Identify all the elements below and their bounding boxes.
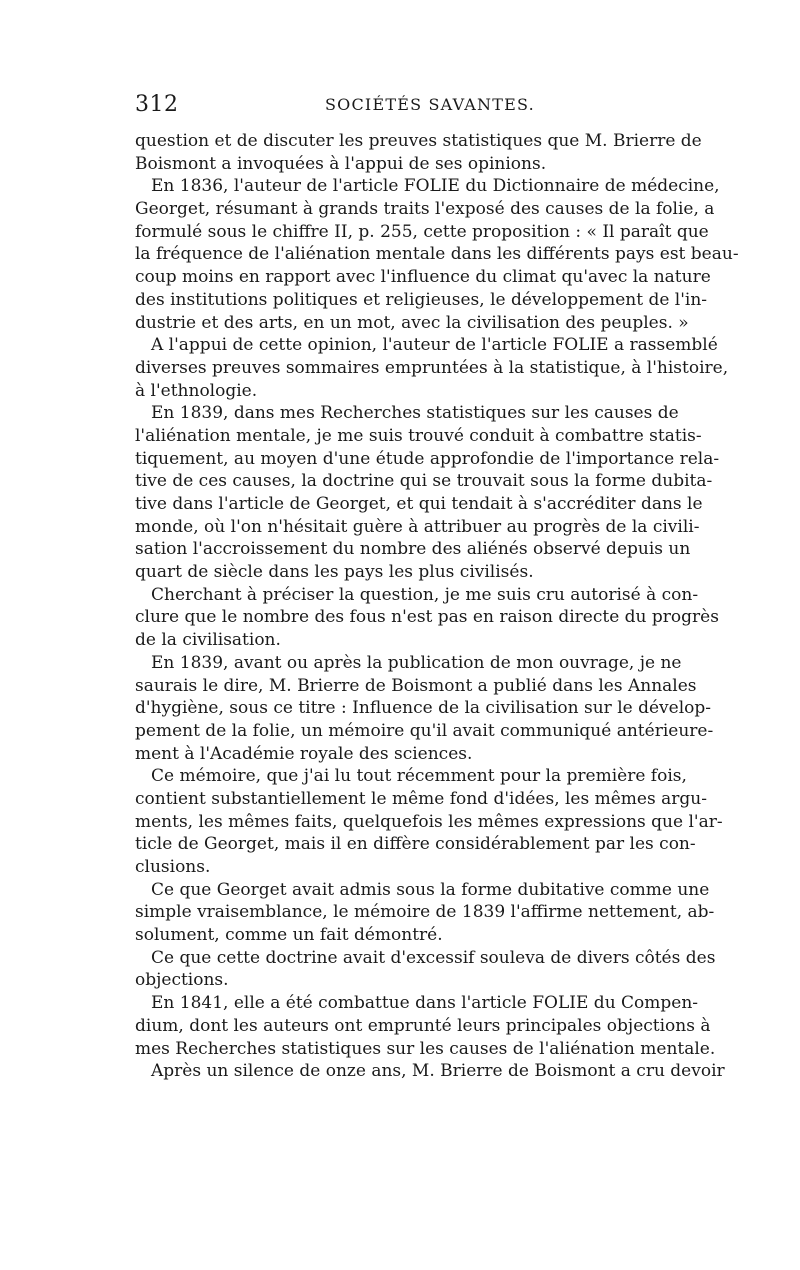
text-line: dustrie et des arts, en un mot, avec la civilisation des peuples. » — [135, 312, 689, 333]
text-line: des institutions politiques et religieuses, le développement de l'in- — [135, 289, 708, 310]
text-line: Après un silence de onze ans, M. Brierre de Boismont a cru devoir — [151, 1061, 725, 1082]
text-line: d'hygiène, sous ce titre : Influence de la civilisation sur le dévelop- — [135, 698, 712, 719]
text-line: ment à l'Académie royale des sciences. — [135, 743, 473, 764]
text-line: la fréquence de l'aliénation mentale dans les différents pays est beau- — [135, 244, 739, 265]
text-line: mes Recherches statistiques sur les causes de l'aliénation mentale. — [135, 1038, 716, 1059]
text-line: En 1836, l'auteur de l'article FOLIE du Dictionnaire de médecine, — [151, 176, 720, 197]
text-line: tive de ces causes, la doctrine qui se trouvait sous la forme dubita- — [135, 471, 713, 492]
text-line: Georget, résumant à grands traits l'exposé des causes de la folie, a — [135, 199, 715, 220]
text-line: solument, comme un fait démontré. — [135, 925, 443, 946]
text-line: simple vraisemblance, le mémoire de 1839 l'affirme nettement, ab- — [135, 902, 715, 923]
running-head: SOCIÉTÉS SAVANTES. — [325, 95, 535, 114]
text-line: Boismont a invoquées à l'appui de ses opinions. — [135, 153, 547, 174]
text-line: formulé sous le chiffre II, p. 255, cette proposition : « Il paraît que — [135, 221, 709, 242]
text-line: Ce que Georget avait admis sous la forme dubitative comme une — [151, 879, 710, 900]
text-line: Ce que cette doctrine avait d'excessif souleva de divers côtés des — [151, 947, 716, 968]
text-line: monde, où l'on n'hésitait guère à attribuer au progrès de la civili- — [135, 516, 700, 537]
text-line: ticle de Georget, mais il en diffère considérablement par les con- — [135, 834, 696, 855]
text-line: contient substantiellement le même fond d'idées, les mêmes argu- — [135, 788, 707, 809]
text-line: En 1839, avant ou après la publication de mon ouvrage, je ne — [151, 652, 682, 673]
text-line: saurais le dire, M. Brierre de Boismont a publié dans les Annales — [135, 675, 697, 696]
text-line: ments, les mêmes faits, quelquefois les mêmes expressions que l'ar- — [135, 811, 723, 832]
text-line: tive dans l'article de Georget, et qui tendait à s'accréditer dans le — [135, 494, 703, 514]
text-line: clure que le nombre des fous n'est pas en raison directe du progrès — [135, 607, 719, 628]
text-line: sation l'accroissement du nombre des aliénés observé depuis un — [135, 539, 691, 560]
text-line: dium, dont les auteurs ont emprunté leurs principales objections à — [135, 1015, 711, 1036]
text-line: Cherchant à préciser la question, je me suis cru autorisé à con- — [151, 584, 699, 605]
text-line: de la civilisation. — [135, 630, 281, 651]
text-line: A l'appui de cette opinion, l'auteur de l'article FOLIE a rassemblé — [151, 335, 718, 356]
text-line: à l'ethnologie. — [135, 380, 258, 401]
text-line: En 1841, elle a été combattue dans l'article FOLIE du Compen- — [151, 993, 699, 1014]
text-line: coup moins en rapport avec l'influence du climat qu'avec la nature — [135, 267, 711, 288]
body-text — [135, 130, 739, 1083]
text-line: quart de siècle dans les pays les plus civilisés. — [135, 562, 534, 583]
page-number: 312 — [135, 92, 179, 117]
text-line: Ce mémoire, que j'ai lu tout récemment pour la première fois, — [151, 766, 687, 787]
text-line: objections. — [135, 970, 229, 991]
text-line: diverses preuves sommaires empruntées à la statistique, à l'histoire, — [135, 357, 729, 378]
text-line: l'aliénation mentale, je me suis trouvé conduit à combattre statis- — [135, 425, 702, 446]
page-header — [135, 92, 671, 122]
text-line: question et de discuter les preuves statistiques que M. Brierre de — [135, 131, 702, 151]
text-line: clusions. — [135, 857, 211, 877]
text-line: tiquement, au moyen d'une étude approfondie de l'importance rela- — [135, 448, 720, 469]
text-line: En 1839, dans mes Recherches statistiques sur les causes de — [151, 403, 679, 424]
text-line: pement de la folie, un mémoire qu'il avait communiqué antérieure- — [135, 720, 714, 741]
